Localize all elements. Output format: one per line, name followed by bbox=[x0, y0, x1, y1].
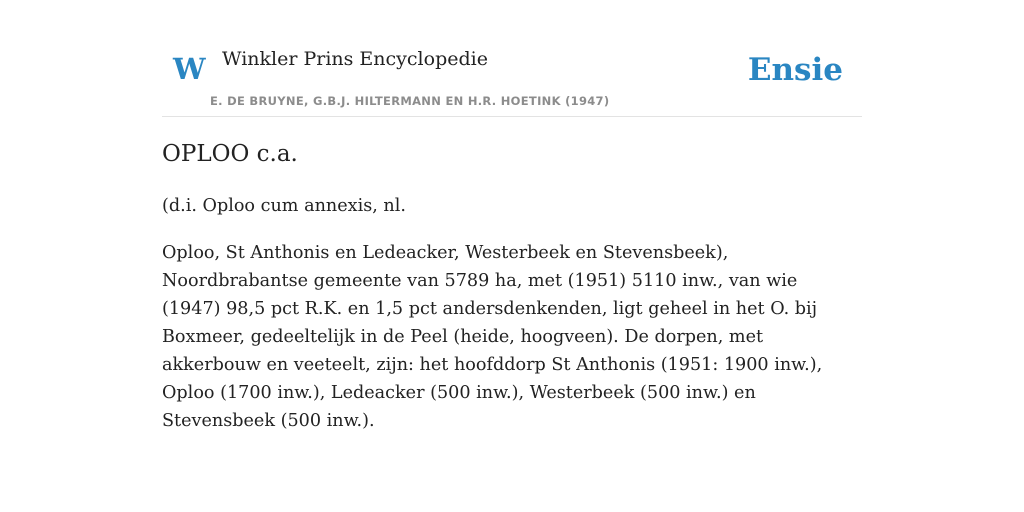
ensie-brand-link[interactable]: Ensie bbox=[747, 52, 843, 88]
source-header bbox=[162, 0, 862, 117]
source-authors: E. DE BRUYNE, G.B.J. HILTERMANN EN H.R. HOETINK (1947) bbox=[210, 94, 610, 108]
entry-paragraph-2: Oploo, St Anthonis en Ledeacker, Westerbeek en Stevensbeek), Noordbrabantse gemeente van 5789 ha, met (1951) 5110 inw., van wie (1947) 98,5 pct R.K. en 1,5 pct andersdenkenden, ligt geheel in het O. bij Boxmeer, gedeeltelijk in de Peel (heide, hoogveen). De dorpen, met akkerbouw en veeteelt, zijn: het hoofddorp St Anthonis (1951: 1900 inw.), Oploo (1700 inw.), Ledeacker (500 inw.), Westerbeek (500 inw.) en Stevensbeek (500 inw.). bbox=[162, 243, 823, 431]
source-logo-link[interactable]: W bbox=[173, 52, 206, 86]
source-title[interactable]: Winkler Prins Encyclopedie bbox=[222, 48, 488, 70]
entry-paragraph-1: (d.i. Oploo cum annexis, nl. bbox=[162, 196, 406, 216]
entry-title: OPLOO c.a. bbox=[162, 141, 298, 167]
